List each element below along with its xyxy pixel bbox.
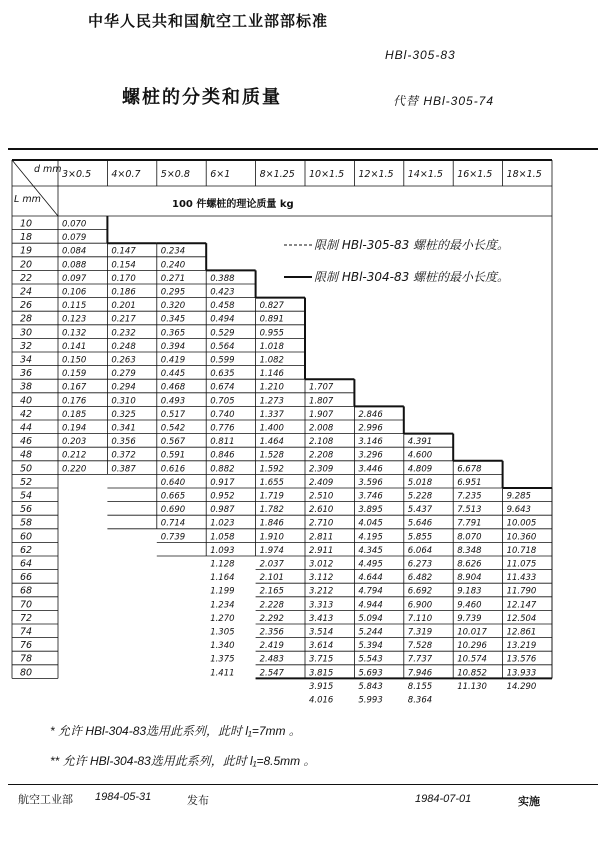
table-cell: 0.279 xyxy=(111,369,136,380)
length-label: 22 xyxy=(20,272,33,284)
unit-label: 100 件螺桩的理论质量 kg xyxy=(172,199,294,210)
table-cell: 1.655 xyxy=(259,477,284,488)
table-cell: 0.468 xyxy=(160,382,186,393)
length-label: 42 xyxy=(20,408,33,420)
table-cell: 2.610 xyxy=(309,505,334,516)
table-cell: 11.130 xyxy=(457,681,487,692)
table-cell: 3.296 xyxy=(358,450,383,461)
table-cell: 5.228 xyxy=(407,491,433,502)
footer-issuer: 航空工业部 xyxy=(18,794,73,806)
table-cell: 0.714 xyxy=(160,518,186,529)
document-title: 螺桩的分类和质量 xyxy=(122,87,282,107)
legend xyxy=(284,238,509,284)
table-cell: 4.016 xyxy=(309,695,334,706)
column-header-9: 16×1.5 xyxy=(457,169,493,180)
length-label: 70 xyxy=(20,599,33,611)
table-cell: 0.320 xyxy=(160,301,186,312)
table-cell: 0.203 xyxy=(62,437,87,448)
table-cell: 1.023 xyxy=(210,518,235,529)
column-header-1: 3×0.5 xyxy=(62,169,92,180)
table-cell: 13.219 xyxy=(506,641,537,652)
table-cell: 1.782 xyxy=(259,505,284,516)
table-cell: 1.375 xyxy=(210,654,235,665)
table-cell: 0.458 xyxy=(210,301,235,312)
table-cell: 12.504 xyxy=(506,613,537,624)
table-cell: 0.194 xyxy=(62,423,87,434)
table-cell: 0.079 xyxy=(62,233,87,244)
length-label: 24 xyxy=(20,286,33,298)
table-cell: 3.413 xyxy=(309,613,334,624)
length-label: 28 xyxy=(20,313,33,325)
table-cell: 0.882 xyxy=(210,464,235,475)
length-label: 72 xyxy=(20,612,33,624)
column-header-10: 18×1.5 xyxy=(506,169,542,180)
table-cell: 6.482 xyxy=(407,573,433,584)
table-cell: 0.248 xyxy=(111,341,136,352)
table-cell: 6.951 xyxy=(457,477,482,488)
table-cell: 2.911 xyxy=(309,545,334,556)
table-cell: 2.165 xyxy=(259,586,284,597)
table-cell: 6.678 xyxy=(457,464,482,475)
table-cell: 1.846 xyxy=(259,518,284,529)
table-cell: 4.495 xyxy=(358,559,383,570)
length-label: 46 xyxy=(20,436,33,448)
table-cell: 0.776 xyxy=(210,423,235,434)
table-cell: 1.974 xyxy=(259,545,284,556)
table-cell: 5.094 xyxy=(358,613,383,624)
table-cell: 4.809 xyxy=(407,464,433,475)
table-cell: 1.400 xyxy=(259,423,284,434)
table-cell: 1.411 xyxy=(210,668,235,679)
table-cell: 8.904 xyxy=(457,573,482,584)
table-cell: 0.387 xyxy=(111,464,136,475)
table-cell: 3.514 xyxy=(309,627,334,638)
table-cell: 11.433 xyxy=(506,573,537,584)
length-label: 10 xyxy=(20,218,33,230)
length-label: 66 xyxy=(20,572,33,584)
table-cell: 4.944 xyxy=(358,600,383,611)
length-label: 19 xyxy=(20,245,33,257)
column-header-5: 8×1.25 xyxy=(259,169,295,180)
table-cell: 2.108 xyxy=(309,437,334,448)
table-cell: 0.341 xyxy=(111,423,136,434)
table-cell: 0.445 xyxy=(160,369,186,380)
table-cell: 3.895 xyxy=(358,505,383,516)
table-cell: 3.915 xyxy=(309,681,334,692)
table-cell: 2.008 xyxy=(309,423,334,434)
corner-label-diameter: d mm xyxy=(34,164,62,175)
table-cell: 0.846 xyxy=(210,450,235,461)
table-cell: 13.933 xyxy=(506,668,537,679)
table-cell: 8.364 xyxy=(407,695,433,706)
table-cell: 0.345 xyxy=(160,314,186,325)
table-cell: 2.996 xyxy=(358,423,383,434)
table-cell: 5.646 xyxy=(407,518,433,529)
table-cell: 0.517 xyxy=(160,409,186,420)
table-cell: 0.423 xyxy=(210,287,235,298)
table-cell: 9.739 xyxy=(457,613,482,624)
column-header-3: 5×0.8 xyxy=(160,169,190,180)
table-cell: 0.640 xyxy=(160,477,186,488)
table-cell: 0.115 xyxy=(62,301,87,312)
table-cell: 7.319 xyxy=(407,627,433,638)
table-cell: 0.674 xyxy=(210,382,235,393)
table-cell: 6.064 xyxy=(407,545,433,556)
table-cell: 1.910 xyxy=(259,532,284,543)
table-cell: 10.005 xyxy=(506,518,537,529)
table-cell: 2.409 xyxy=(309,477,334,488)
table-cell: 1.164 xyxy=(210,573,235,584)
length-label: 64 xyxy=(20,558,33,570)
table-cell: 5.018 xyxy=(407,477,433,488)
table-cell: 3.146 xyxy=(358,437,383,448)
table-cell: 0.123 xyxy=(62,314,87,325)
length-label: 20 xyxy=(20,259,33,271)
column-header-2: 4×0.7 xyxy=(111,169,141,180)
table-cell: 0.325 xyxy=(111,409,136,420)
table-cell: 1.273 xyxy=(259,396,284,407)
table-cell: 1.234 xyxy=(210,600,235,611)
table-cell: 6.692 xyxy=(407,586,433,597)
table-cell: 1.018 xyxy=(259,341,284,352)
table-cell: 3.313 xyxy=(309,600,334,611)
table-cell: 7.513 xyxy=(457,505,482,516)
table-cell: 1.340 xyxy=(210,641,235,652)
table-cell: 13.576 xyxy=(506,654,537,665)
table-cell: 0.097 xyxy=(62,273,87,284)
table-cell: 3.012 xyxy=(309,559,334,570)
table-cell: 0.084 xyxy=(62,246,87,257)
table-cell: 0.170 xyxy=(111,273,136,284)
table-cell: 10.360 xyxy=(506,532,537,543)
length-label: 76 xyxy=(20,640,33,652)
table-cell: 4.644 xyxy=(358,573,383,584)
table-cell: 0.564 xyxy=(210,341,235,352)
table-cell: 2.483 xyxy=(259,654,284,665)
table-cell: 5.843 xyxy=(358,681,383,692)
table-cell: 1.592 xyxy=(259,464,284,475)
legend-dashed-text: 限制 HBl-305-83 螺桩的最小长度。 xyxy=(314,238,510,252)
table-cell: 1.128 xyxy=(210,559,235,570)
table-cell: 9.285 xyxy=(506,491,531,502)
table-cell: 0.365 xyxy=(160,328,186,339)
table-cell: 0.167 xyxy=(62,382,87,393)
table-cell: 0.739 xyxy=(160,532,186,543)
length-label: 80 xyxy=(20,667,33,679)
table-cell: 0.567 xyxy=(160,437,186,448)
table-cell: 2.356 xyxy=(259,627,284,638)
table-cell: 0.891 xyxy=(259,314,284,325)
length-label: 50 xyxy=(20,463,33,475)
table-cell: 0.591 xyxy=(160,450,186,461)
table-cell: 5.437 xyxy=(407,505,433,516)
table-cell: 3.446 xyxy=(358,464,383,475)
column-header-7: 12×1.5 xyxy=(358,169,394,180)
table-cell: 2.510 xyxy=(309,491,334,502)
table-cell: 0.690 xyxy=(160,505,186,516)
issue-label: 发布 xyxy=(187,795,209,807)
replaces-standard: 代替 HBl-305-74 xyxy=(393,94,495,108)
table-cell: 1.337 xyxy=(259,409,284,420)
length-label: 58 xyxy=(20,517,33,529)
issue-date: 1984-05-31 xyxy=(95,791,152,803)
table-cell: 0.635 xyxy=(210,369,235,380)
table-cell: 1.464 xyxy=(259,437,284,448)
table-cell: 0.356 xyxy=(111,437,136,448)
table-cell: 0.234 xyxy=(160,246,186,257)
legend-solid-text: 限制 HBl-304-83 螺桩的最小长度。 xyxy=(314,270,510,284)
table-cell: 0.493 xyxy=(160,396,186,407)
table-cell: 5.993 xyxy=(358,695,383,706)
table-cell: 6.900 xyxy=(407,600,433,611)
table-cell: 5.543 xyxy=(358,654,383,665)
length-label: 44 xyxy=(20,422,33,434)
table-cell: 7.737 xyxy=(407,654,433,665)
table-cell: 10.296 xyxy=(457,641,487,652)
table-cell: 0.232 xyxy=(111,328,136,339)
table-cell: 9.460 xyxy=(457,600,482,611)
table-cell: 0.987 xyxy=(210,505,235,516)
footnote-1: * 允许 HBl-304-83选用此系列，此时 l₁=7mm 。 xyxy=(50,724,301,738)
table-cell: 9.183 xyxy=(457,586,482,597)
table-cell: 0.740 xyxy=(210,409,235,420)
table-cell: 4.600 xyxy=(407,450,433,461)
table-cell: 4.195 xyxy=(358,532,383,543)
table-cell: 4.794 xyxy=(358,586,383,597)
length-label: 48 xyxy=(20,449,33,461)
table-cell: 0.665 xyxy=(160,491,186,502)
table-cell: 1.199 xyxy=(210,586,235,597)
table-cell: 5.855 xyxy=(407,532,433,543)
table-cell: 0.952 xyxy=(210,491,235,502)
mass-table xyxy=(12,160,552,706)
table-cell: 0.070 xyxy=(62,219,87,230)
table-cell: 0.141 xyxy=(62,341,87,352)
table-cell: 12.147 xyxy=(506,600,537,611)
table-cell: 7.528 xyxy=(407,641,433,652)
table-cell: 14.290 xyxy=(506,681,537,692)
table-cell: 1.907 xyxy=(309,409,334,420)
footer-rule xyxy=(8,784,598,785)
table-cell: 0.240 xyxy=(160,260,186,271)
length-label: 18 xyxy=(20,232,33,244)
table-cell: 0.147 xyxy=(111,246,136,257)
table-cell: 0.212 xyxy=(62,450,87,461)
table-cell: 0.529 xyxy=(210,328,235,339)
length-label: 36 xyxy=(20,368,33,380)
table-cell: 1.082 xyxy=(259,355,284,366)
table-cell: 1.528 xyxy=(259,450,284,461)
table-cell: 0.955 xyxy=(259,328,284,339)
table-cell: 10.852 xyxy=(457,668,487,679)
table-cell: 6.273 xyxy=(407,559,433,570)
standard-number: HBl-305-83 xyxy=(385,48,456,62)
table-cell: 11.075 xyxy=(506,559,537,570)
table-cell: 0.494 xyxy=(210,314,235,325)
table-cell: 2.309 xyxy=(309,464,334,475)
table-cell: 0.542 xyxy=(160,423,186,434)
table-cell: 0.263 xyxy=(111,355,136,366)
table-cell: 0.150 xyxy=(62,355,87,366)
table-cell: 2.846 xyxy=(358,409,383,420)
column-header-8: 14×1.5 xyxy=(407,169,443,180)
table-cell: 0.088 xyxy=(62,260,87,271)
table-cell: 4.345 xyxy=(358,545,383,556)
table-cell: 10.718 xyxy=(506,545,537,556)
table-cell: 0.106 xyxy=(62,287,87,298)
table-cell: 5.244 xyxy=(358,627,383,638)
table-cell: 1.058 xyxy=(210,532,235,543)
table-cell: 0.295 xyxy=(160,287,186,298)
table-cell: 1.210 xyxy=(259,382,284,393)
table-cell: 1.146 xyxy=(259,369,284,380)
table-cell: 0.599 xyxy=(210,355,235,366)
table-cell: 0.217 xyxy=(111,314,136,325)
table-cell: 7.235 xyxy=(457,491,482,502)
table-cell: 2.419 xyxy=(259,641,284,652)
table-cell: 0.616 xyxy=(160,464,186,475)
table-cell: 2.228 xyxy=(259,600,284,611)
length-label: 68 xyxy=(20,585,33,597)
length-label: 52 xyxy=(20,476,33,488)
table-cell: 3.596 xyxy=(358,477,383,488)
length-label: 74 xyxy=(20,626,33,638)
column-header-4: 6×1 xyxy=(210,169,231,180)
table-cell: 1.305 xyxy=(210,627,235,638)
table-cell: 2.292 xyxy=(259,613,284,624)
issuing-authority: 中华人民共和国航空工业部部标准 xyxy=(88,13,329,30)
length-label: 54 xyxy=(20,490,33,502)
table-cell: 8.348 xyxy=(457,545,482,556)
table-top-rule xyxy=(8,148,598,150)
table-cell: 3.212 xyxy=(309,586,334,597)
table-cell: 0.271 xyxy=(160,273,186,284)
table-cell: 10.017 xyxy=(457,627,487,638)
table-cell: 1.719 xyxy=(259,491,284,502)
table-cell: 0.294 xyxy=(111,382,136,393)
table-cell: 0.372 xyxy=(111,450,136,461)
table-cell: 2.208 xyxy=(309,450,334,461)
table-cell: 8.626 xyxy=(457,559,482,570)
table-cell: 1.807 xyxy=(309,396,334,407)
table-cell: 0.159 xyxy=(62,369,87,380)
table-cell: 0.176 xyxy=(62,396,87,407)
table-cell: 0.154 xyxy=(111,260,136,271)
table-cell: 7.110 xyxy=(407,613,433,624)
table-cell: 5.394 xyxy=(358,641,383,652)
table-cell: 8.155 xyxy=(407,681,433,692)
table-cell: 3.112 xyxy=(309,573,334,584)
table-cell: 0.705 xyxy=(210,396,235,407)
table-cell: 0.811 xyxy=(210,437,235,448)
table-cell: 0.310 xyxy=(111,396,136,407)
table-cell: 2.710 xyxy=(309,518,334,529)
table-cell: 4.045 xyxy=(358,518,383,529)
table-cell: 0.394 xyxy=(160,341,186,352)
table-cell: 9.643 xyxy=(506,505,531,516)
length-label: 38 xyxy=(20,381,33,393)
table-cell: 2.811 xyxy=(309,532,334,543)
table-cell: 4.391 xyxy=(407,437,433,448)
table-cell: 0.185 xyxy=(62,409,87,420)
table-cell: 0.419 xyxy=(160,355,186,366)
length-label: 26 xyxy=(20,300,33,312)
table-cell: 11.790 xyxy=(506,586,537,597)
table-cell: 12.861 xyxy=(506,627,537,638)
table-cell: 0.132 xyxy=(62,328,87,339)
length-label: 32 xyxy=(20,340,33,352)
table-cell: 3.614 xyxy=(309,641,334,652)
length-label: 78 xyxy=(20,653,33,665)
table-cell: 7.946 xyxy=(407,668,433,679)
table-cell: 2.547 xyxy=(259,668,284,679)
effective-date: 1984-07-01 xyxy=(415,793,472,805)
length-label: 34 xyxy=(20,354,33,366)
table-cell: 1.270 xyxy=(210,613,235,624)
table-cell: 0.388 xyxy=(210,273,235,284)
table-cell: 8.070 xyxy=(457,532,482,543)
table-cell: 2.037 xyxy=(259,559,284,570)
table-cell: 3.746 xyxy=(358,491,383,502)
table-cell: 0.186 xyxy=(111,287,136,298)
table-cell: 0.827 xyxy=(259,301,284,312)
length-label: 62 xyxy=(20,544,33,556)
table-cell: 5.693 xyxy=(358,668,383,679)
table-cell: 3.715 xyxy=(309,654,334,665)
table-cell: 7.791 xyxy=(457,518,482,529)
table-cell: 0.201 xyxy=(111,301,136,312)
length-label: 30 xyxy=(20,327,33,339)
table-cell: 0.220 xyxy=(62,464,87,475)
table-cell: 10.574 xyxy=(457,654,487,665)
table-cell: 2.101 xyxy=(259,573,284,584)
length-label: 56 xyxy=(20,504,33,516)
column-header-6: 10×1.5 xyxy=(309,169,345,180)
table-cell: 1.707 xyxy=(309,382,334,393)
table-cell: 1.093 xyxy=(210,545,235,556)
corner-label-length: L mm xyxy=(14,194,41,205)
effective-label: 实施 xyxy=(518,796,540,808)
length-label: 40 xyxy=(20,395,33,407)
length-label: 60 xyxy=(20,531,33,543)
table-cell: 0.917 xyxy=(210,477,235,488)
table-cell: 3.815 xyxy=(309,668,334,679)
footnote-2: ** 允许 HBl-304-83选用此系列，此时 l₁=8.5mm 。 xyxy=(50,754,316,768)
